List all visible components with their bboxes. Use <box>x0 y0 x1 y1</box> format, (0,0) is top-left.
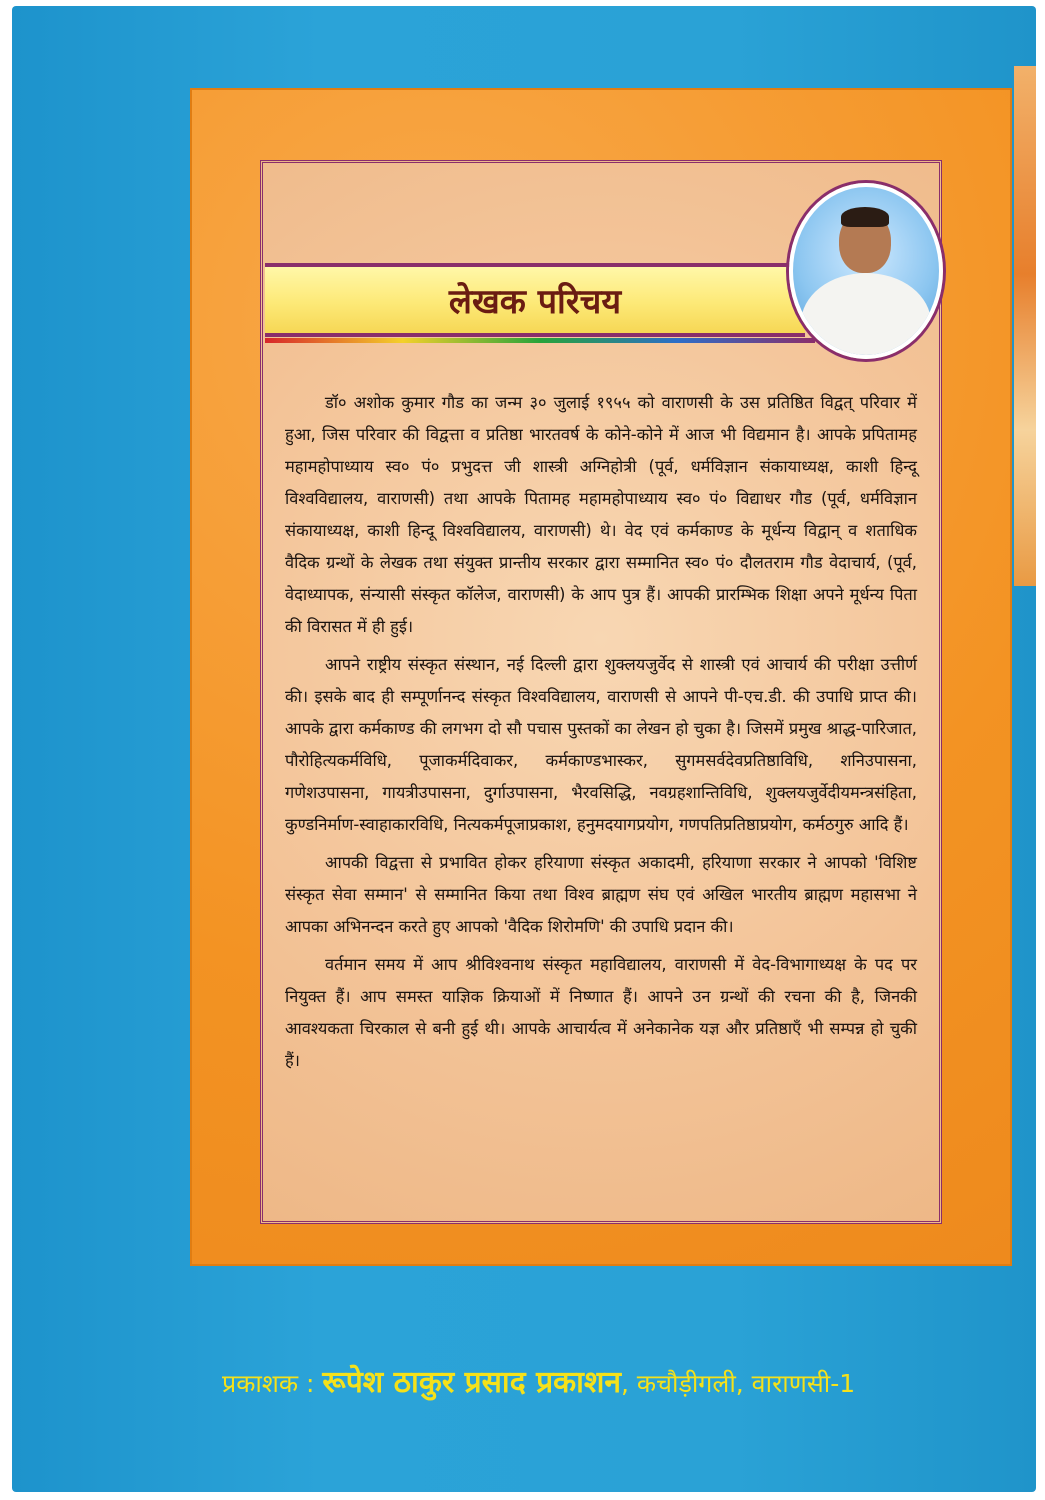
bio-paragraph: डॉ० अशोक कुमार गौड का जन्म ३० जुलाई १९५५ को वाराणसी के उस प्रतिष्ठित विद्वत् परिवार में हुआ, जिस परिवार की विद्वत्ता व प्रतिष्ठा भारतवर्ष के कोने-कोने में आज भी विद्यमान है। आपके प्रपितामह महामहोपाध्याय स्व० पं० प्रभुदत्त जी शास्त्री अग्निहोत्री (पूर्व, धर्मविज्ञान संकायाध्यक्ष, काशी हिन्दू विश्वविद्यालय, वाराणसी) तथा आपके पितामह महामहोपाध्याय स्व० पं० विद्याधर गौड (पूर्व, धर्मविज्ञान संकायाध्यक्ष, काशी हिन्दू विश्वविद्यालय, वाराणसी) थे। वेद एवं कर्मकाण्ड के मूर्धन्य विद्वान् व शताधिक वैदिक ग्रन्थों के लेखक तथा संयुक्त प्रान्तीय सरकार द्वारा सम्मानित स्व० पं० दौलतराम गौड वेदाचार्य, (पूर्व, वेदाध्यापक, संन्यासी संस्कृत कॉलेज, वाराणसी) के आप पुत्र हैं। आपकी प्रारम्भिक शिक्षा अपने मूर्धन्य पिता की विरासत में ही हुई। <box>285 393 917 636</box>
author-portrait <box>789 183 943 359</box>
publisher-name: रूपेश ठाकुर प्रसाद प्रकाशन <box>322 1365 621 1400</box>
bio-paragraph: वर्तमान समय में आप श्रीविश्वनाथ संस्कृत महाविद्यालय, वाराणसी में वेद-विभागाध्यक्ष के पद पर नियुक्त हैं। आप समस्त याज्ञिक क्रियाओं में निष्णात हैं। आपने उन ग्रन्थों की रचना की है, जिनकी आवश्यकता चिरकाल से बनी हुई थी। आपके आचार्यत्व में अनेकानेक यज्ञ और प्रतिष्ठाएँ भी सम्पन्न हो चुकी हैं। <box>285 955 917 1070</box>
publisher-label: प्रकाशक : <box>222 1369 323 1398</box>
publisher-address: , कचौड़ीगली, वाराणसी-1 <box>621 1369 856 1398</box>
portrait-hair <box>841 207 889 227</box>
bio-text <box>285 387 917 1083</box>
author-bio-box <box>260 160 942 1224</box>
title-band <box>265 263 805 337</box>
front-cover-edge <box>1014 66 1036 586</box>
book-back-cover <box>12 6 1036 1492</box>
bio-paragraph: आपकी विद्वत्ता से प्रभावित होकर हरियाणा संस्कृत अकादमी, हरियाणा सरकार ने आपको 'विशिष्ट संस्कृत सेवा सम्मान' से सम्मानित किया तथा विश्व ब्राह्मण संघ एवं अखिल भारतीय ब्राह्मण महासभा ने आपका अभिनन्दन करते हुए आपको 'वैदिक शिरोमणि' की उपाधि प्रदान की। <box>285 853 917 936</box>
section-heading: लेखक परिचय <box>448 282 622 322</box>
portrait-shirt <box>801 273 931 359</box>
author-panel <box>190 88 1012 1266</box>
publisher-line <box>222 1360 1036 1401</box>
bio-paragraph: आपने राष्ट्रीय संस्कृत संस्थान, नई दिल्ली द्वारा शुक्लयजुर्वेद से शास्त्री एवं आचार्य की परीक्षा उत्तीर्ण की। इसके बाद ही सम्पूर्णानन्द संस्कृत विश्वविद्यालय, वाराणसी से आपने पी-एच.डी. की उपाधि प्राप्त की। आपके द्वारा कर्मकाण्ड की लगभग दो सौ पचास पुस्तकों का लेखन हो चुका है। जिसमें प्रमुख श्राद्ध-पारिजात, पौरोहित्यकर्मविधि, पूजाकर्मदिवाकर, कर्मकाण्डभास्कर, सुगमसर्वदेवप्रतिष्ठाविधि, शनिउपासना, गणेशउपासना, गायत्रीउपासना, दुर्गाउपासना, भैरवसिद्धि, नवग्रहशान्तिविधि, शुक्लयजुर्वेदीयमन्त्रसंहिता, कुण्डनिर्माण-स्वाहाकारविधि, नित्यकर्मपूजाप्रकाश, हनुमदयागप्रयोग, गणपतिप्रतिष्ठाप्रयोग, कर्मठगुरु आदि हैं। <box>285 655 917 834</box>
